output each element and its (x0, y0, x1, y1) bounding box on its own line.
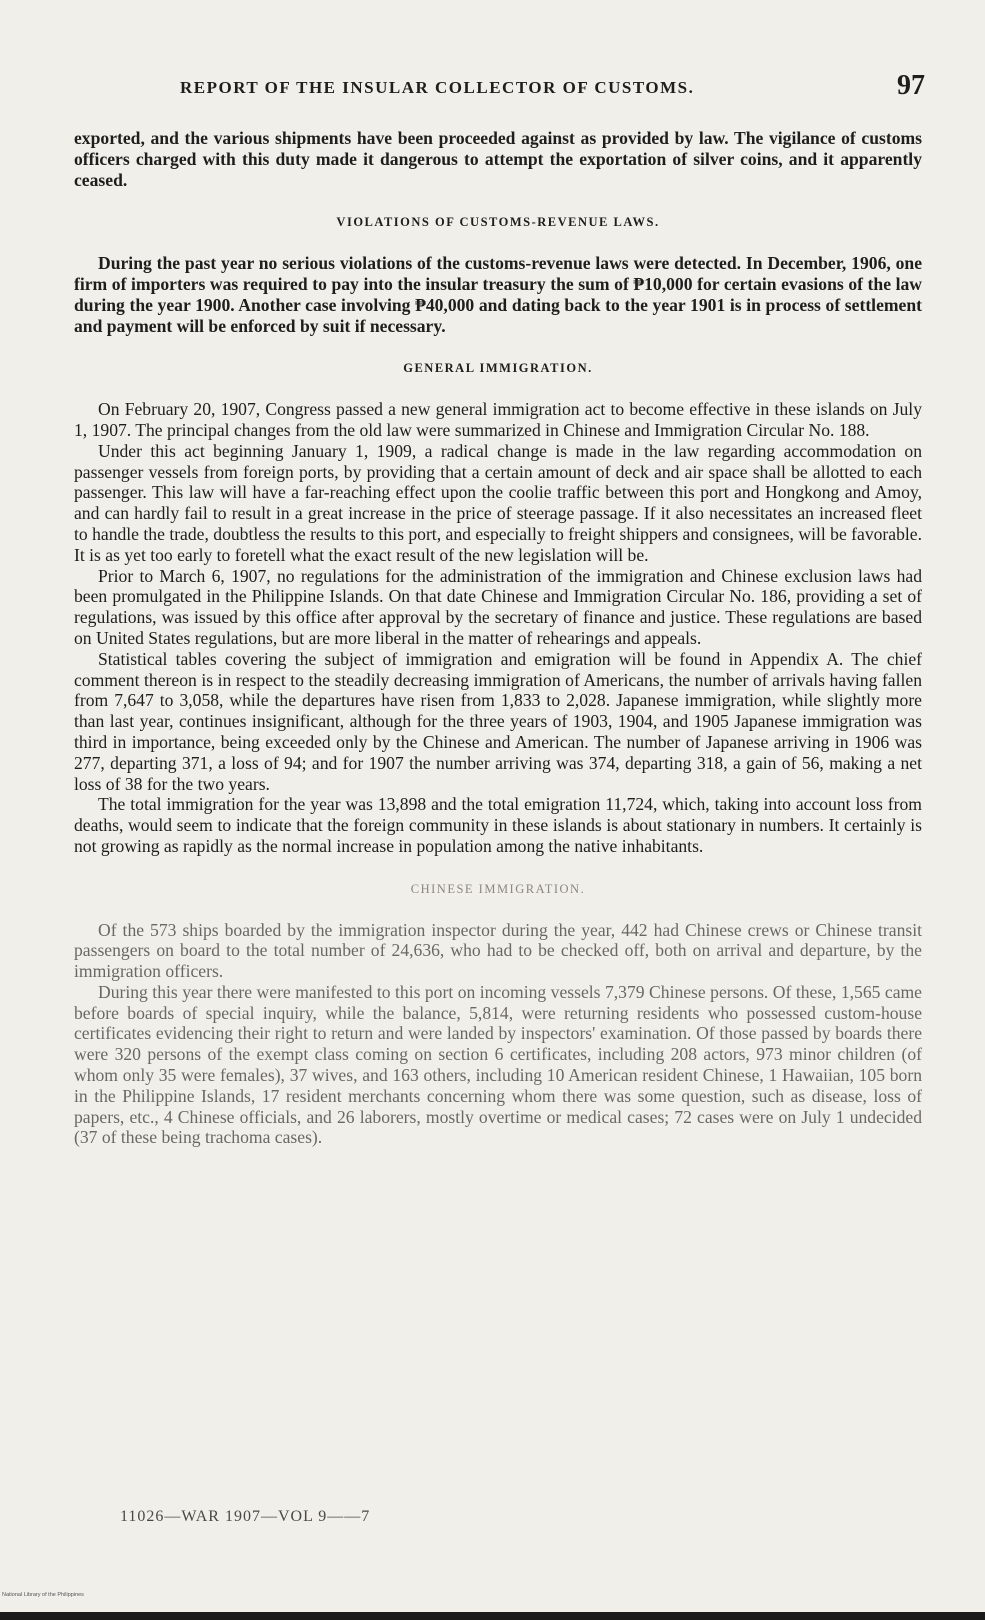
paragraph-violations: During the past year no serious violations of the customs-revenue laws were detected. In December, 1906, one firm of importers was required to pay into the insular treasury the sum of ₱10,000 for certain evasions of the law during the year 1900. Another case involving ₱40,000 and dating back to the year 1901 is in process of settlement and payment will be enforced by suit if necessary. (74, 253, 922, 336)
section-heading-chinese-immigration: CHINESE IMMIGRATION. (410, 881, 586, 896)
section-heading-general-immigration: GENERAL IMMIGRATION. (403, 361, 593, 376)
page-number: 97 (897, 70, 925, 101)
paragraph-manifested: During this year there were manifested to this port on incoming vessels 7,379 Chinese persons. Of these, 1,565 came before boards of special inquiry, while the balance, 5,814, were returning residents who possessed custom-house certificates evidencing their right to return and were landed by inspectors' examination. Of those passed by boards there were 320 persons of the exempt class coming on section 6 certificates, including 208 actors, 973 minor children (of whom only 35 were females), 37 wives, and 163 others, including 10 American resident Chinese, 1 Hawaiian, 105 born in the Philippine Islands, 17 resident merchants concerning whom there was some question, such as disease, loss of papers, etc., 4 Chinese officials, and 26 laborers, mostly overtime or medical cases; 72 cases were on July 1 undecided (37 of these being trachoma cases). (74, 981, 922, 1148)
page-header (60, 68, 925, 108)
library-credit: National Library of the Philippines (2, 1592, 84, 1598)
paragraph-immigration-act: On February 20, 1907, Congress passed a new general immigration act to become effective in these islands on July 1, 1907. The principal changes from the old law were summarized in Chinese and Immigration Circular No. 188. (74, 399, 922, 440)
running-title: REPORT OF THE INSULAR COLLECTOR OF CUSTOMS. (180, 78, 695, 97)
signature-line: 11026—WAR 1907—VOL 9——7 (120, 1508, 371, 1525)
faded-section (74, 879, 922, 1149)
section-heading-violations: VIOLATIONS OF CUSTOMS-REVENUE LAWS. (336, 215, 660, 230)
paragraph-passenger-vessels: Under this act beginning January 1, 1909, a radical change is made in the law regarding accommodation on passenger vessels from foreign ports, by providing that a certain amount of deck and air space shall be allotted to each passenger. This law will have a far-reaching effect upon the coolie traffic between this port and Hongkong and Amoy, and can hardly fail to result in a great increase in the price of steerage passage. If it also necessitates an increased fleet to handle the trade, doubtless the results to this port, and especially to freight shippers and consignees, will be favorable. It is as yet too early to foretell what the exact result of the new legislation will be. (74, 440, 922, 565)
paragraph-regulations: Prior to March 6, 1907, no regulations for the administration of the immigration and Chinese exclusion laws had been promulgated in the Philippine Islands. On that date Chinese and Immigration Circular No. 186, providing a set of regulations, was issued by this office after approval by the secretary of finance and justice. These regulations are based on United States regulations, but are more liberal in the matter of rehearings and appeals. (74, 565, 922, 648)
body-text (74, 128, 922, 1148)
paragraph-ships-boarded: Of the 573 ships boarded by the immigration inspector during the year, 442 had Chinese crews or Chinese transit passengers on board to the total number of 24,636, who had to be checked off, both on arrival and departure, by the immigration officers. (74, 919, 922, 982)
paragraph-totals: The total immigration for the year was 13,898 and the total emigration 11,724, which, taking into account loss from deaths, would seem to indicate that the foreign community in these islands is about stationary in numbers. It certainly is not growing as rapidly as the normal increase in population among the native inhabitants. (74, 794, 922, 856)
paragraph-statistics: Statistical tables covering the subject of immigration and emigration will be found in Appendix A. The chief comment thereon is in respect to the steadily decreasing immigration of Americans, the number of arrivals having fallen from 7,647 to 3,058, while the departures have risen from 1,833 to 2,028. Japanese immigration, while slightly more than last year, continues insignificant, although for the three years of 1903, 1904, and 1905 Japanese immigration was third in importance, being exceeded only by the Chinese and American. The number of Japanese arriving in 1906 was 277, departing 371, a loss of 94; and for 1907 the number arriving was 374, departing 318, a gain of 56, making a net loss of 38 for the two years. (74, 648, 922, 794)
paragraph-continued: exported, and the various shipments have been proceeded against as provided by law. The vigilance of customs officers charged with this duty made it dangerous to attempt the exportation of silver coins, and it apparently ceased. (74, 128, 922, 190)
